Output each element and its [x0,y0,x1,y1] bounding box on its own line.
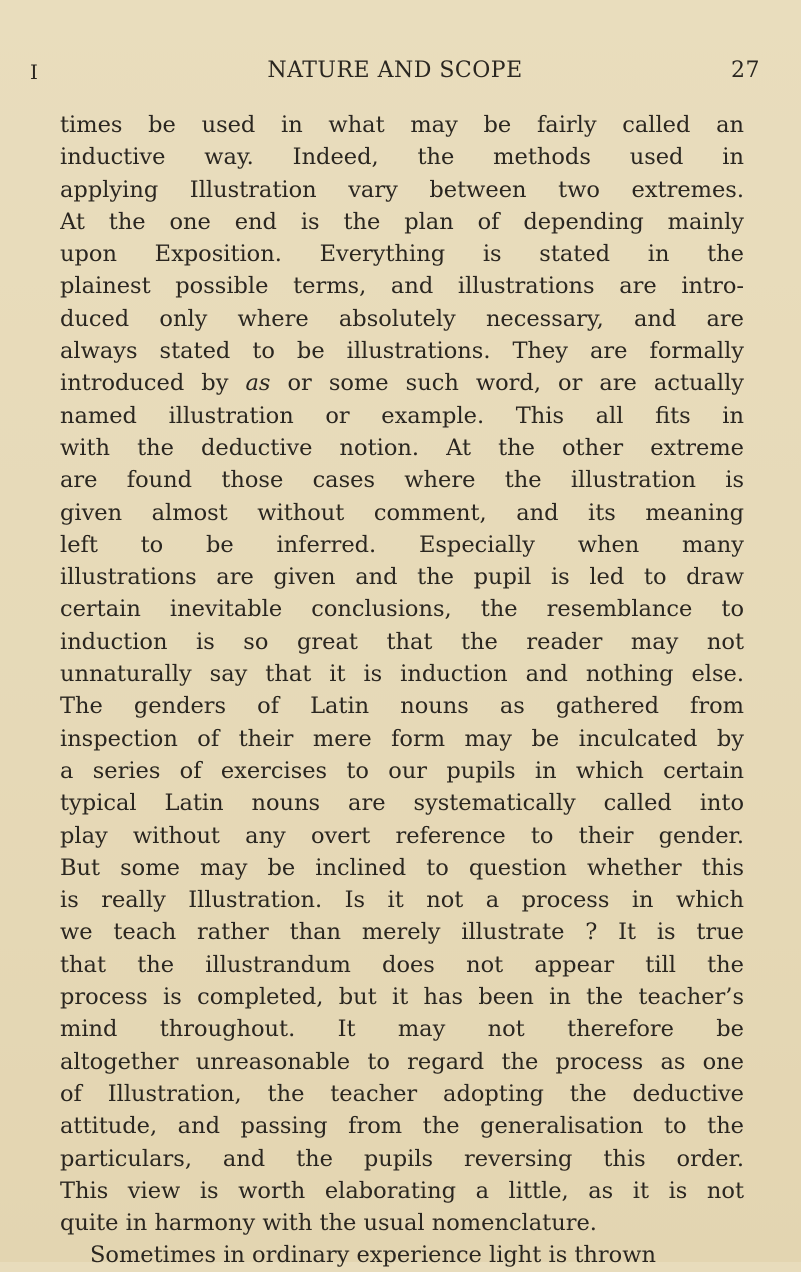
text-line: unnaturally say that it is induction and nothing else. [60,661,744,688]
text-line: of Illustration, the teacher adopting the deductive [60,1080,744,1107]
running-title: NATURE AND SCOPE [267,58,523,83]
text-line: typical Latin nouns are systematically called into [60,790,744,817]
text-line: given almost without comment, and its meaning [60,499,744,526]
text-line: attitude, and passing from the generalisation to the [60,1113,744,1140]
text-line: applying Illustration vary between two extremes. [60,176,744,203]
text-line: duced only where absolutely necessary, and are [60,305,744,332]
text-line: process is completed, but it has been in the teacher’s [60,984,744,1011]
text-segment: or some such word, or are actually [287,370,744,397]
text-line: with the deductive notion. At the other extreme [60,434,744,461]
text-line: we teach rather than merely illustrate ? It is true [60,919,744,946]
text-line: a series of exercises to our pupils in which certain [60,757,744,784]
page-number: 27 [731,58,760,83]
text-line-with-italic [60,367,744,399]
italic-word: as [245,370,271,397]
text-line: inductive way. Indeed, the methods used in [60,144,744,171]
text-line: times be used in what may be fairly called an [60,112,744,138]
text-line: quite in harmony with the usual nomenclature. [60,1210,597,1237]
text-line: inspection of their mere form may be inculcated by [60,725,744,752]
text-line: mind throughout. It may not therefore be [60,1016,744,1043]
text-line: certain inevitable conclusions, the resemblance to [60,596,744,623]
text-line: play without any overt reference to their gender. [60,822,744,849]
paragraph-start-line: Sometimes in ordinary experience light is thrown [90,1242,656,1269]
text-line: But some may be inclined to question whether this [60,854,744,881]
text-line: altogether unreasonable to regard the process as one [60,1048,744,1075]
body-text [60,109,744,1272]
text-line: illustrations are given and the pupil is led to draw [60,564,744,591]
text-line: that the illustrandum does not appear till the [60,951,744,978]
text-line: induction is so great that the reader may not [60,628,744,655]
text-segment: introduced by [60,370,229,397]
text-line: This view is worth elaborating a little, as it is not [60,1177,744,1204]
text-line: upon Exposition. Everything is stated in the [60,241,744,268]
text-line: particulars, and the pupils reversing this order. [60,1145,744,1172]
text-line: always stated to be illustrations. They are formally [60,338,744,365]
chapter-number: I [30,60,39,84]
text-line: The genders of Latin nouns as gathered from [60,693,744,720]
text-line: plainest possible terms, and illustrations are intro- [60,273,744,300]
text-line: At the one end is the plan of depending mainly [60,208,744,235]
running-header [30,56,760,96]
text-line: named illustration or example. This all fits in [60,402,744,429]
text-line: are found those cases where the illustration is [60,467,744,494]
text-line: is really Illustration. Is it not a process in which [60,887,744,914]
text-line: left to be inferred. Especially when many [60,531,744,558]
